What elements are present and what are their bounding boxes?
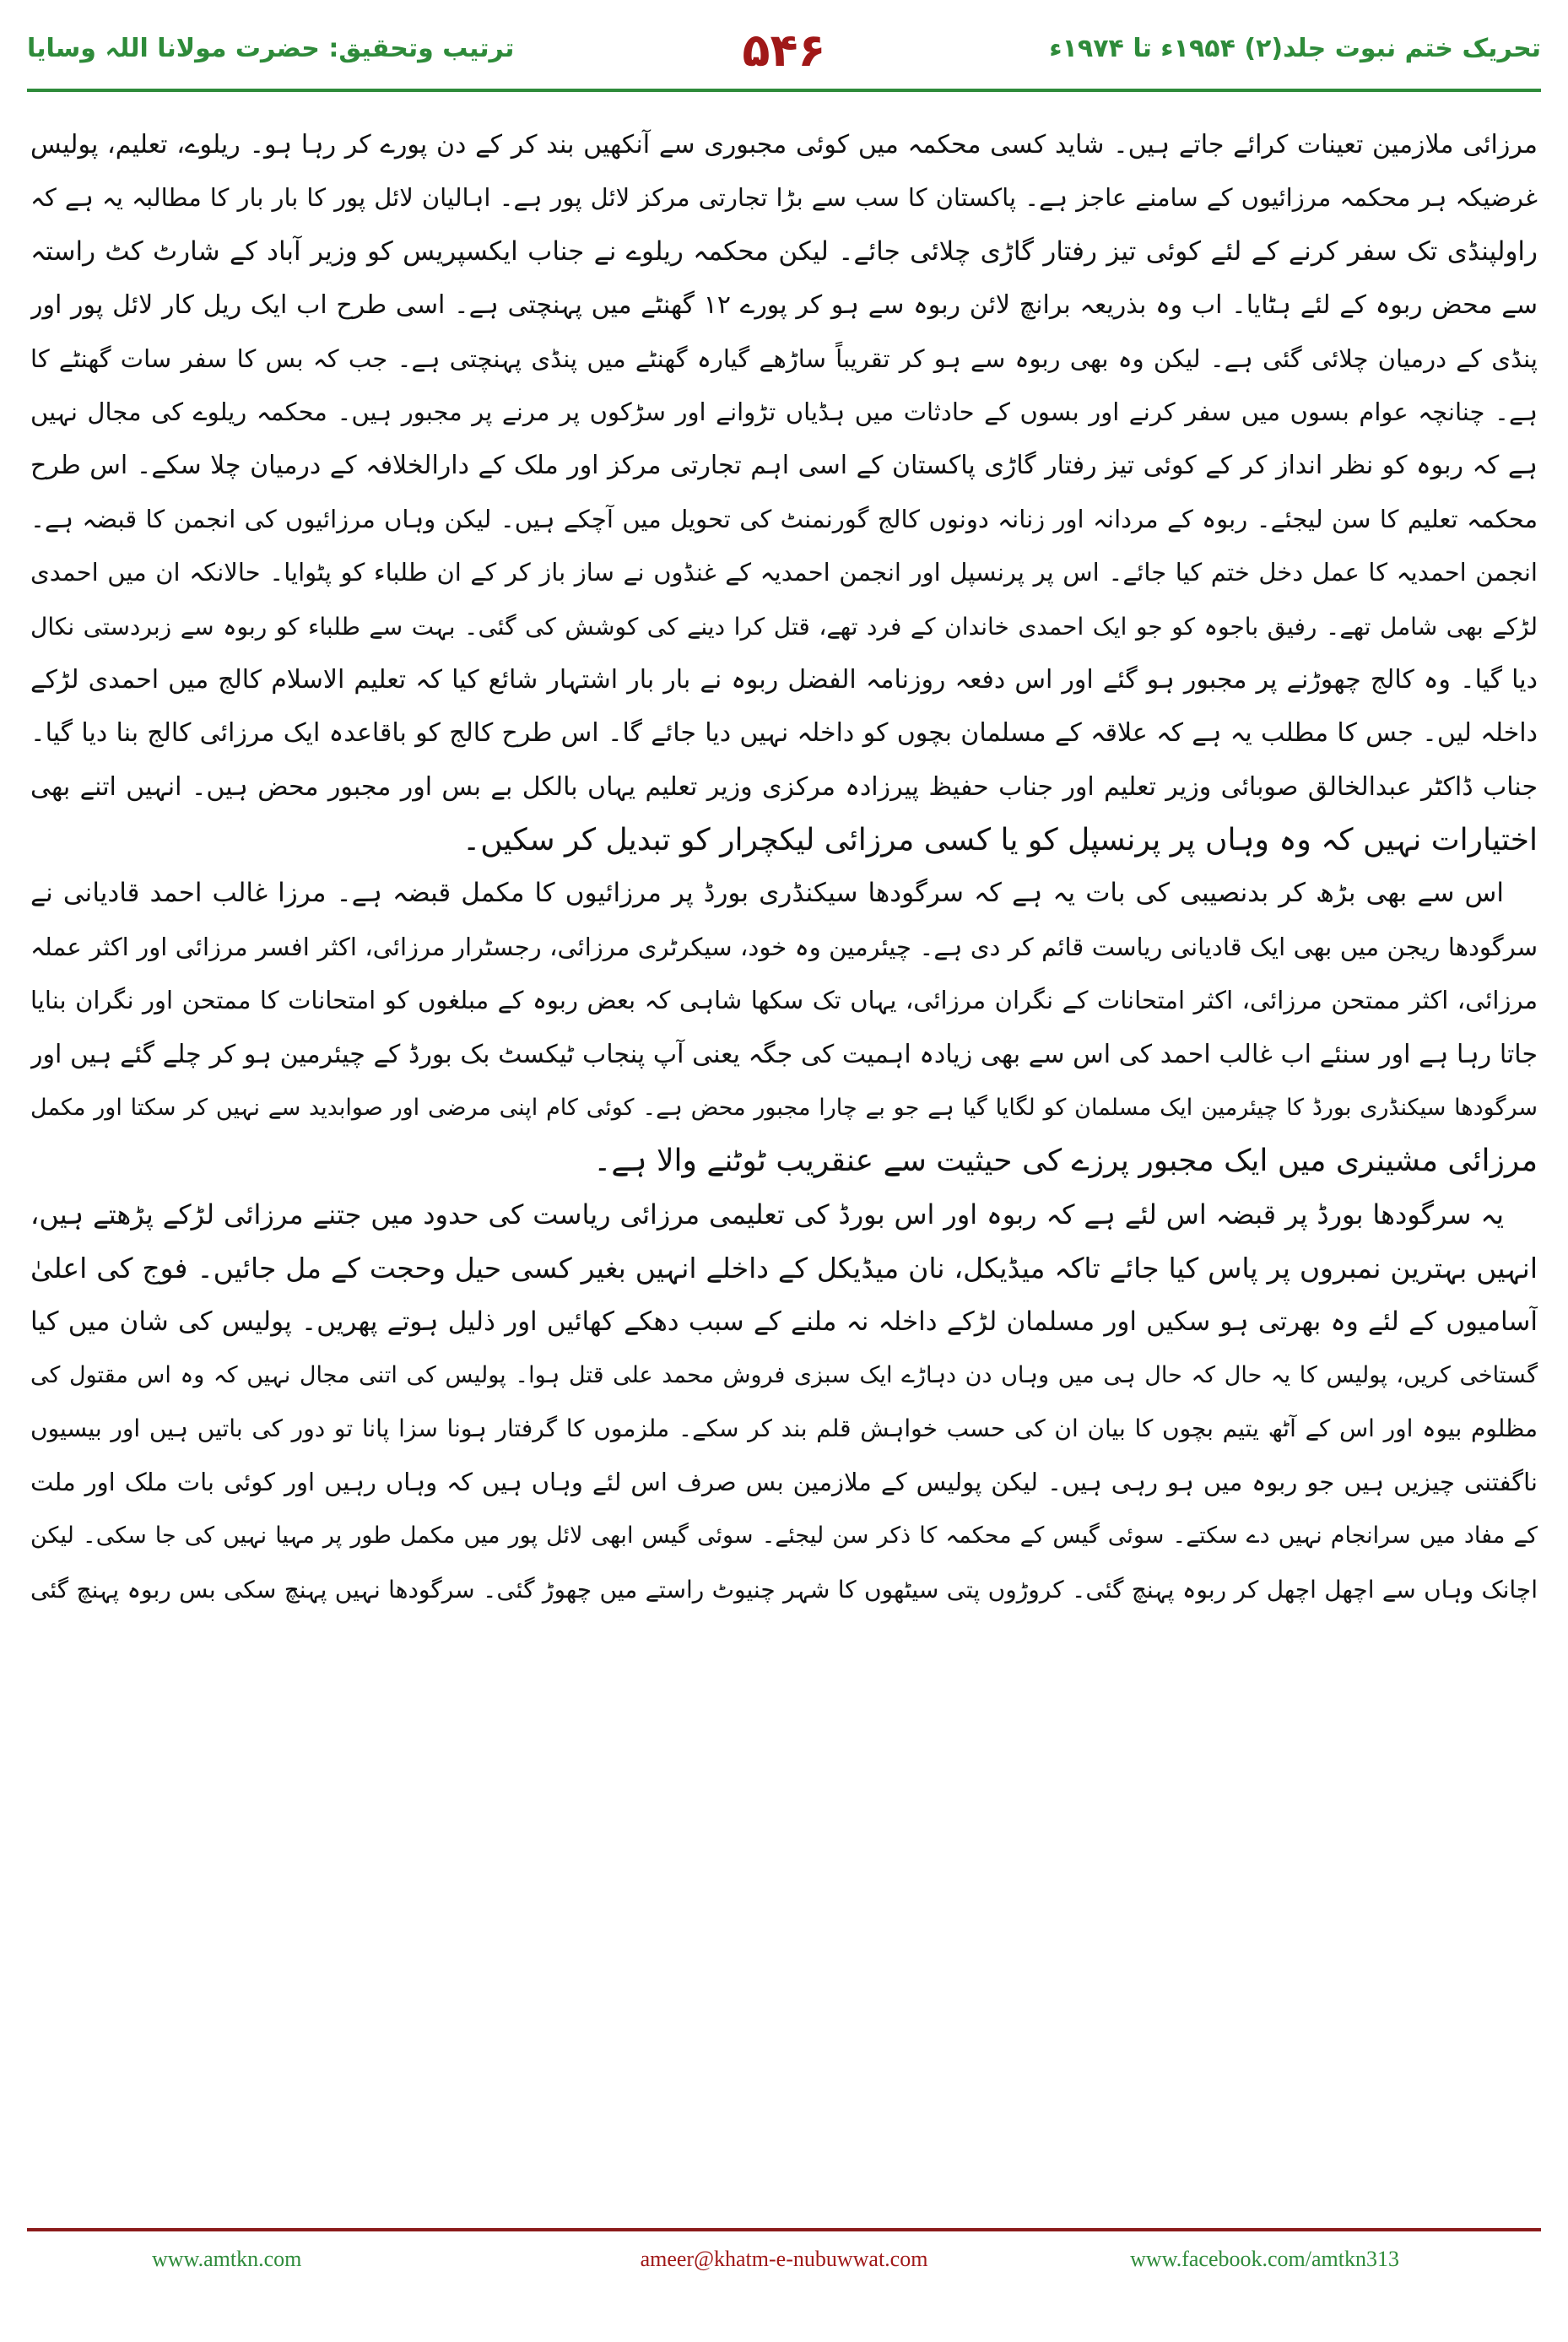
text-line: مظلوم بیوہ اور اس کے آٹھ یتیم بچوں کا بیان ان کی حسب خواہش قلم بند کر سکے۔ ملزموں کا گرفتار ہونا سزا پانا تو دور کی باتیں ہیں اور بیسیوں [30, 1414, 1538, 1443]
text-line: دیا گیا۔ وہ کالج چھوڑنے پر مجبور ہو گئے اور اس دفعہ روزنامہ الفضل ربوہ نے بار بار اشتہار شائع کیا کہ تعلیم الاسلام کالج میں احمدی لڑکے [30, 664, 1538, 695]
text-line: غرضیکہ ہر محکمہ مرزائیوں کے سامنے عاجز ہے۔ پاکستان کا سب سے بڑا تجارتی مرکز لائل پور ہے۔ اہالیان لائل پور کا بار بار کا مطالبہ یہ ہے کہ [30, 183, 1538, 213]
text-line: اختیارات نہیں کہ وہ وہاں پر پرنسپل کو یا کسی مرزائی لیکچرار کو تبدیل کر سکیں۔ [462, 823, 1538, 858]
page-header [0, 0, 1568, 93]
text-line: انہیں بہترین نمبروں پر پاس کیا جائے تاکہ میڈیکل، نان میڈیکل کے داخلے انہیں بغیر کسی حیل وحجت کے مل جائیں۔ فوج کی اعلیٰ [30, 1252, 1538, 1285]
text-line: گستاخی کریں، پولیس کا یہ حال کہ حال ہی میں وہاں دن دہاڑے ایک سبزی فروش محمد علی قتل ہوا۔ پولیس کی اتنی مجال نہیں کہ وہ اس مقتول کی [30, 1361, 1538, 1388]
text-line: ہے کہ ربوہ کو نظر انداز کر کے کوئی تیز رفتار گاڑی پاکستان کے اسی اہم تجارتی مرکز اور ملک کے دارالخلافہ کے درمیان چلا سکے۔ اس طرح [30, 451, 1538, 481]
footer-divider [27, 2228, 1541, 2231]
text-line: مرزائی، اکثر ممتحن مرزائی، اکثر امتحانات کے نگران مرزائی، یہاں تک سکھا شاہی کہ بعض ربوہ کے مبلغوں کو امتحانات کا ممتحن اور نگران بنایا [30, 986, 1538, 1015]
text-line: کے مفاد میں سرانجام نہیں دے سکتے۔ سوئی گیس کے محکمہ کا ذکر سن لیجئے۔ سوئی گیس ابھی لائل پور میں مکمل طور پر مہیا نہیں کی جا سکی۔ لیکن [30, 1523, 1538, 1550]
book-title: تحریک ختم نبوت جلد(۲) ۱۹۵۴ء تا ۱۹۷۴ء [1049, 34, 1541, 63]
text-line: جناب ڈاکٹر عبدالخالق صوبائی وزیر تعلیم اور جناب حفیظ پیرزادہ مرکزی وزیر تعلیم یہاں بالکل بے بس اور مجبور محض ہیں۔ انہیں اتنے بھی [30, 771, 1538, 802]
header-divider [27, 89, 1541, 92]
website-link[interactable]: www.amtkn.com [152, 2247, 302, 2271]
text-line: اچانک وہاں سے اچھل اچھل کر ربوہ پہنچ گئی۔ کروڑوں پتی سیٹھوں کا شہر چنیوٹ راستے میں چھوڑ گئی۔ سرگودھا نہیں پہنچ سکی بس ربوہ پہنچ گئی [30, 1575, 1538, 1604]
text-line: انجمن احمدیہ کا عمل دخل ختم کیا جائے۔ اس پر پرنسپل اور انجمن احمدیہ کے غنڈوں نے ساز باز کر کے ان طلباء کو پٹوایا۔ حالانکہ ان میں احمدی [30, 558, 1538, 587]
email-link[interactable]: ameer@khatm-e-nubuwwat.com [640, 2247, 928, 2271]
text-line: پنڈی کے درمیان چلائی گئی ہے۔ لیکن وہ بھی ربوہ سے ہو کر تقریباً ساڑھے گیارہ گھنٹے میں پنڈی پہنچتی ہے۔ جب کہ بس کا سفر سات گھنٹے کا [30, 343, 1538, 373]
text-line: لڑکے بھی شامل تھے۔ رفیق باجوہ کو جو ایک احمدی خاندان کے فرد تھے، قتل کرا دینے کی کوشش کی گئی۔ بہت سے طلباء کو ربوہ سے زبردستی نکال [30, 612, 1538, 641]
text-line: سرگودھا ریجن میں بھی ایک قادیانی ریاست قائم کر دی ہے۔ چیئرمین وہ خود، سیکرٹری مرزائی، رجسٹرار مرزائی، اکثر افسر مرزائی اور اکثر عملہ [30, 932, 1538, 961]
text-line: راولپنڈی تک سفر کرنے کے لئے کوئی تیز رفتار گاڑی چلائی جائے۔ لیکن محکمہ ریلوے نے جناب ایکسپریس کو وزیر آباد کے شارٹ کٹ راستہ [30, 235, 1538, 267]
text-line: محکمہ تعلیم کا سن لیجئے۔ ربوہ کے مردانہ اور زنانہ دونوں کالج گورنمنٹ کی تحویل میں آچکے ہیں۔ لیکن وہاں مرزائیوں کی انجمن کا قبضہ ہے۔ [30, 504, 1538, 533]
text-line: مرزائی مشینری میں ایک مجبور پرزے کی حیثیت سے عنقریب ٹوٹنے والا ہے۔ [593, 1144, 1538, 1179]
facebook-link[interactable]: www.facebook.com/amtkn313 [1130, 2247, 1399, 2271]
text-line: اس سے بھی بڑھ کر بدنصیبی کی بات یہ ہے کہ سرگودھا سیکنڈری بورڈ پر مرزائیوں کا مکمل قبضہ ہے۔ مرزا غالب احمد قادیانی نے [30, 878, 1504, 909]
text-line: ناگفتنی چیزیں ہیں جو ربوہ میں ہو رہی ہیں۔ لیکن پولیس کے ملازمین بس صرف اس لئے وہاں ہیں کہ وہاں رہیں اور کوئی بات ملک اور ملت [30, 1467, 1538, 1496]
text-line: مرزائی ملازمین تعینات کرائے جاتے ہیں۔ شاید کسی محکمہ میں کوئی مجبوری سے آنکھیں بند کر کے دن پورے کر رہا ہو۔ ریلوے، تعلیم، پولیس [30, 130, 1538, 160]
body-text [30, 118, 1538, 2190]
text-line: داخلہ لیں۔ جس کا مطلب یہ ہے کہ علاقہ کے مسلمان بچوں کو داخلہ نہیں دیا جائے گا۔ اس طرح کالج کو باقاعدہ ایک مرزائی کالج بنا دیا گیا۔ [30, 718, 1538, 749]
text-line: سرگودھا سیکنڈری بورڈ کا چیئرمین ایک مسلمان کو لگایا گیا ہے جو بے چارا مجبور محض ہے۔ کوئی کام اپنی مرضی اور صوابدید سے نہیں کر سکتا اور مکمل [30, 1095, 1538, 1122]
text-line: یہ سرگودھا بورڈ پر قبضہ اس لئے ہے کہ ربوہ اور اس بورڈ کی تعلیمی مرزائی ریاست کی حدود میں جتنے مرزائی لڑکے پڑھتے ہیں، [30, 1198, 1505, 1230]
compiler-credit: ترتیب وتحقیق: حضرت مولانا اللہ وسایا [27, 34, 515, 63]
text-line: سے محض ربوہ کے لئے ہٹایا۔ اب وہ بذریعہ برانچ لائن ربوہ سے ہو کر پورے ۱۲ گھنٹے میں پہنچتی ہے۔ اسی طرح اب ایک ریل کار لائل پور اور [30, 290, 1538, 321]
text-line: جاتا رہا ہے اور سنئے اب غالب احمد کی اس سے بھی زیادہ اہمیت کی جگہ یعنی آپ پنجاب ٹیکسٹ بک بورڈ کے چیئرمین ہو کر چلے گئے ہیں اور [30, 1039, 1538, 1069]
page-footer [0, 2238, 1568, 2306]
text-line: آسامیوں کے لئے وہ بھرتی ہو سکیں اور مسلمان لڑکے داخلہ نہ ملنے کے سبب دھکے کھائیں اور ذلیل ہوتے پھریں۔ پولیس کی شان میں کیا [30, 1306, 1538, 1337]
page-number: ۵۴۶ [742, 24, 826, 77]
text-line: ہے۔ چنانچہ عوام بسوں میں سفر کرنے اور بسوں کے حادثات میں ہڈیاں تڑوانے اور سڑکوں پر مرنے پر مجبور ہیں۔ محکمہ ریلوے کی مجال نہیں [30, 397, 1538, 426]
